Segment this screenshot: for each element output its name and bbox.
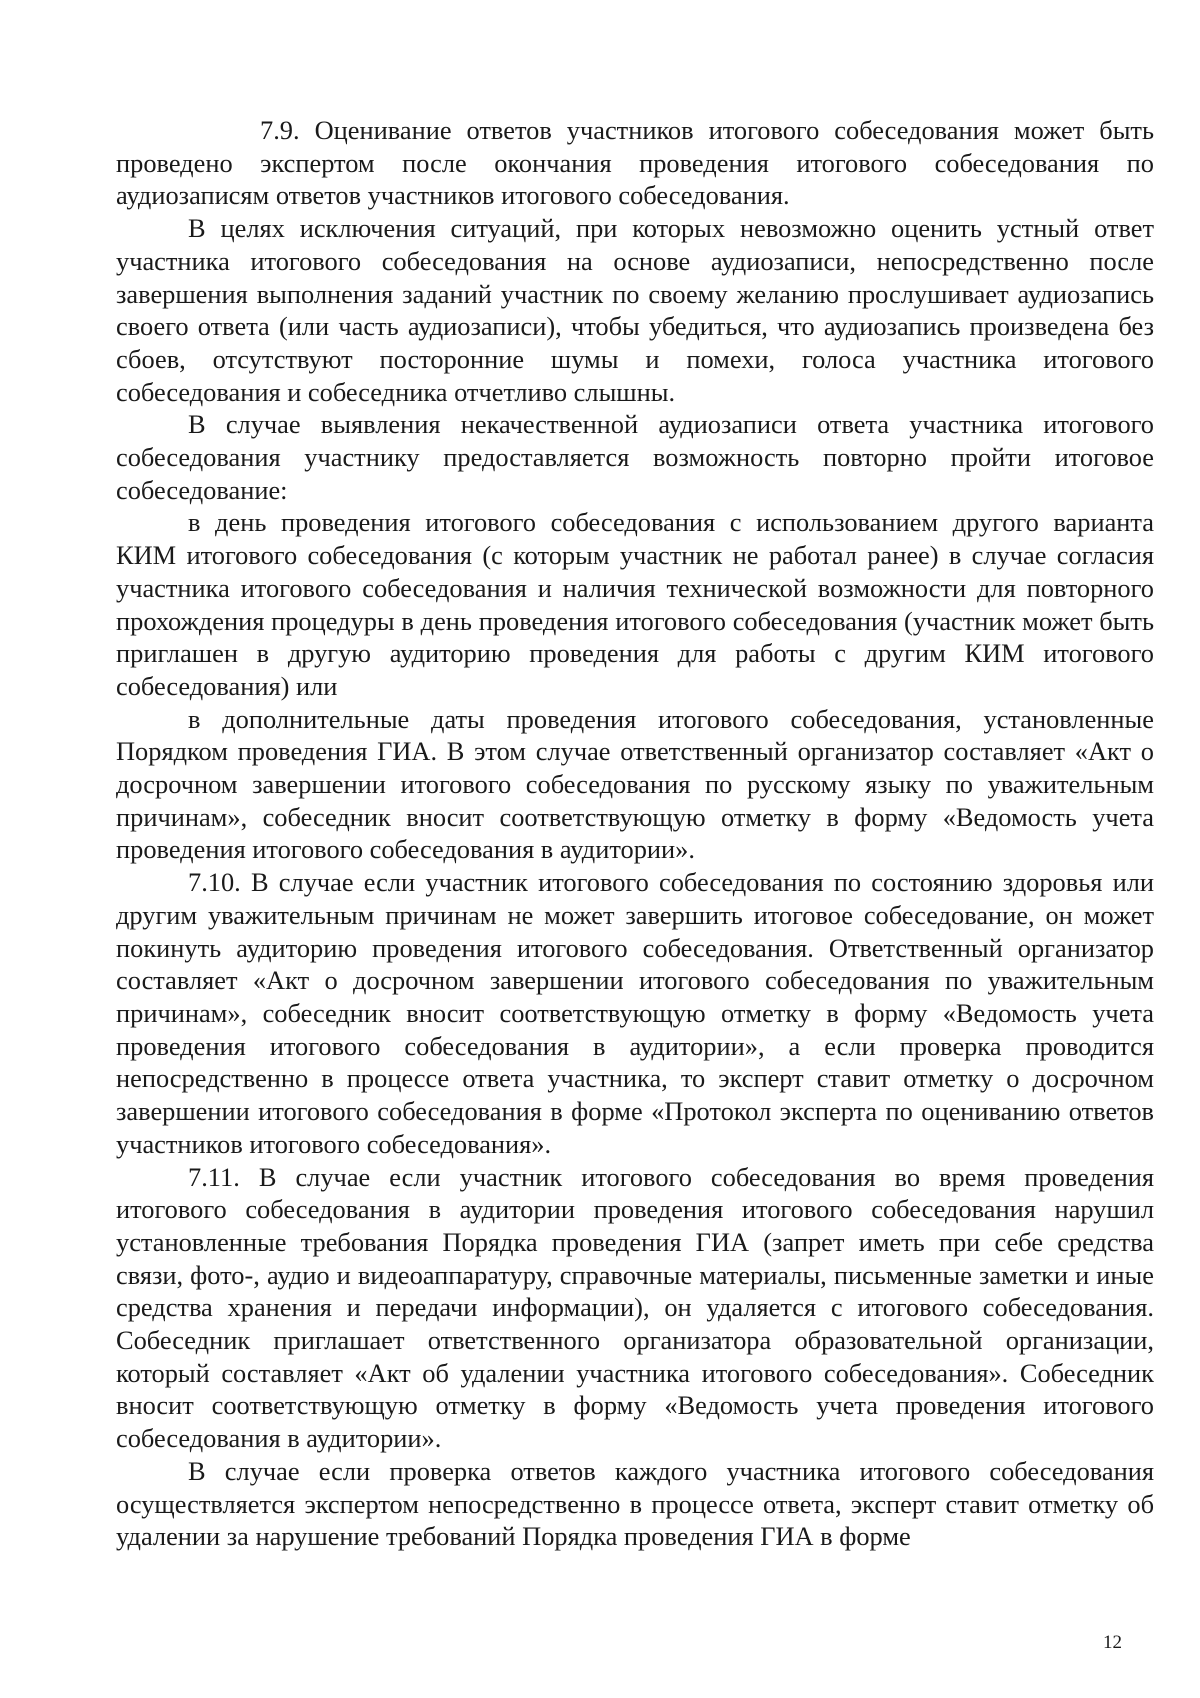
paragraph-text: В целях исключения ситуаций, при которых невозможно оценить устный ответ участника итогового собеседования на основе аудиозаписи, непосредственно после завершения выполнения заданий участник по своему желанию прослушивает аудиозапись своего ответа (или часть аудиозаписи), чтобы убедиться, что аудиозапись произведена без сбоев, отсутствуют посторонние шумы и помехи, голоса участника итогового собеседования и собеседника отчетливо слышны. — [116, 213, 1154, 407]
paragraph — [116, 506, 1154, 702]
paragraph-number: 7.11. — [188, 1161, 240, 1192]
paragraph-number: 7.10. — [188, 867, 241, 898]
page-number: 12 — [1103, 1632, 1122, 1653]
paragraph-text: в дополнительные даты проведения итогового собеседования, установленные Порядком проведения ГИА. В этом случае ответственный организатор составляет «Акт о досрочном завершении итогового собеседования по русскому языку по уважительным причинам», собеседник вносит соответствующую отметку в форму «Ведомость учета проведения итогового собеседования в аудитории». — [116, 703, 1154, 865]
paragraph-text: В случае если участник итогового собеседования во время проведения итогового собеседования в аудитории проведения итогового собеседования нарушил установленные требования Порядка проведения ГИА (запрет иметь при себе средства связи, фото-, аудио и видеоаппаратуру, справочные материалы, письменные заметки и иные средства хранения и передачи информации), он удаляется с итогового собеседования. Собеседник приглашает ответственного организатора образовательной организации, который составляет «Акт об удалении участника итогового собеседования». Собеседник вносит соответствующую отметку в форму «Ведомость учета проведения итогового собеседования в аудитории». — [116, 1161, 1154, 1454]
paragraph-7-9 — [116, 114, 1154, 212]
paragraph-number: 7.9. — [260, 115, 300, 145]
paragraph — [116, 1455, 1154, 1553]
paragraph-text: в день проведения итогового собеседования с использованием другого варианта КИМ итогового собеседования (с которым участник не работал ранее) в случае согласия участника итогового собеседования и наличия технической возможности для повторного прохождения процедуры в день проведения итогового собеседования (участник может быть приглашен в другую аудиторию проведения для работы с другим КИМ итогового собеседования) или — [116, 507, 1154, 701]
paragraph-text: В случае если участник итогового собеседования по состоянию здоровья или другим уважительным причинам не может завершить итоговое собеседование, он может покинуть аудиторию проведения итогового собеседования. Ответственный организатор составляет «Акт о досрочном завершении итогового собеседования по уважительным причинам», собеседник вносит соответствующую отметку в форму «Ведомость учета проведения итогового собеседования в аудитории», а если проверка проводится непосредственно в процессе ответа участника, то эксперт ставит отметку о досрочном завершении итогового собеседования в форме «Протокол эксперта по оцениванию ответов участников итогового собеседования». — [116, 867, 1154, 1159]
paragraph-text: В случае если проверка ответов каждого участника итогового собеседования осуществляется экспертом непосредственно в процессе ответа, эксперт ставит отметку об удалении за нарушение требований Порядка проведения ГИА в форме — [116, 1455, 1154, 1552]
paragraph — [116, 212, 1154, 408]
paragraph-text: Оценивание ответов участников итогового собеседования может быть проведено экспертом после окончания проведения итогового собеседования по аудиозаписям ответов участников итогового собеседования. — [116, 115, 1154, 211]
paragraph-7-10 — [116, 866, 1154, 1160]
paragraph — [116, 703, 1154, 867]
document-body — [116, 114, 1154, 1553]
paragraph — [116, 408, 1154, 506]
paragraph-text: В случае выявления некачественной аудиозаписи ответа участника итогового собеседования участнику предоставляется возможность повторно пройти итоговое собеседование: — [116, 409, 1154, 505]
paragraph-7-11 — [116, 1161, 1154, 1455]
